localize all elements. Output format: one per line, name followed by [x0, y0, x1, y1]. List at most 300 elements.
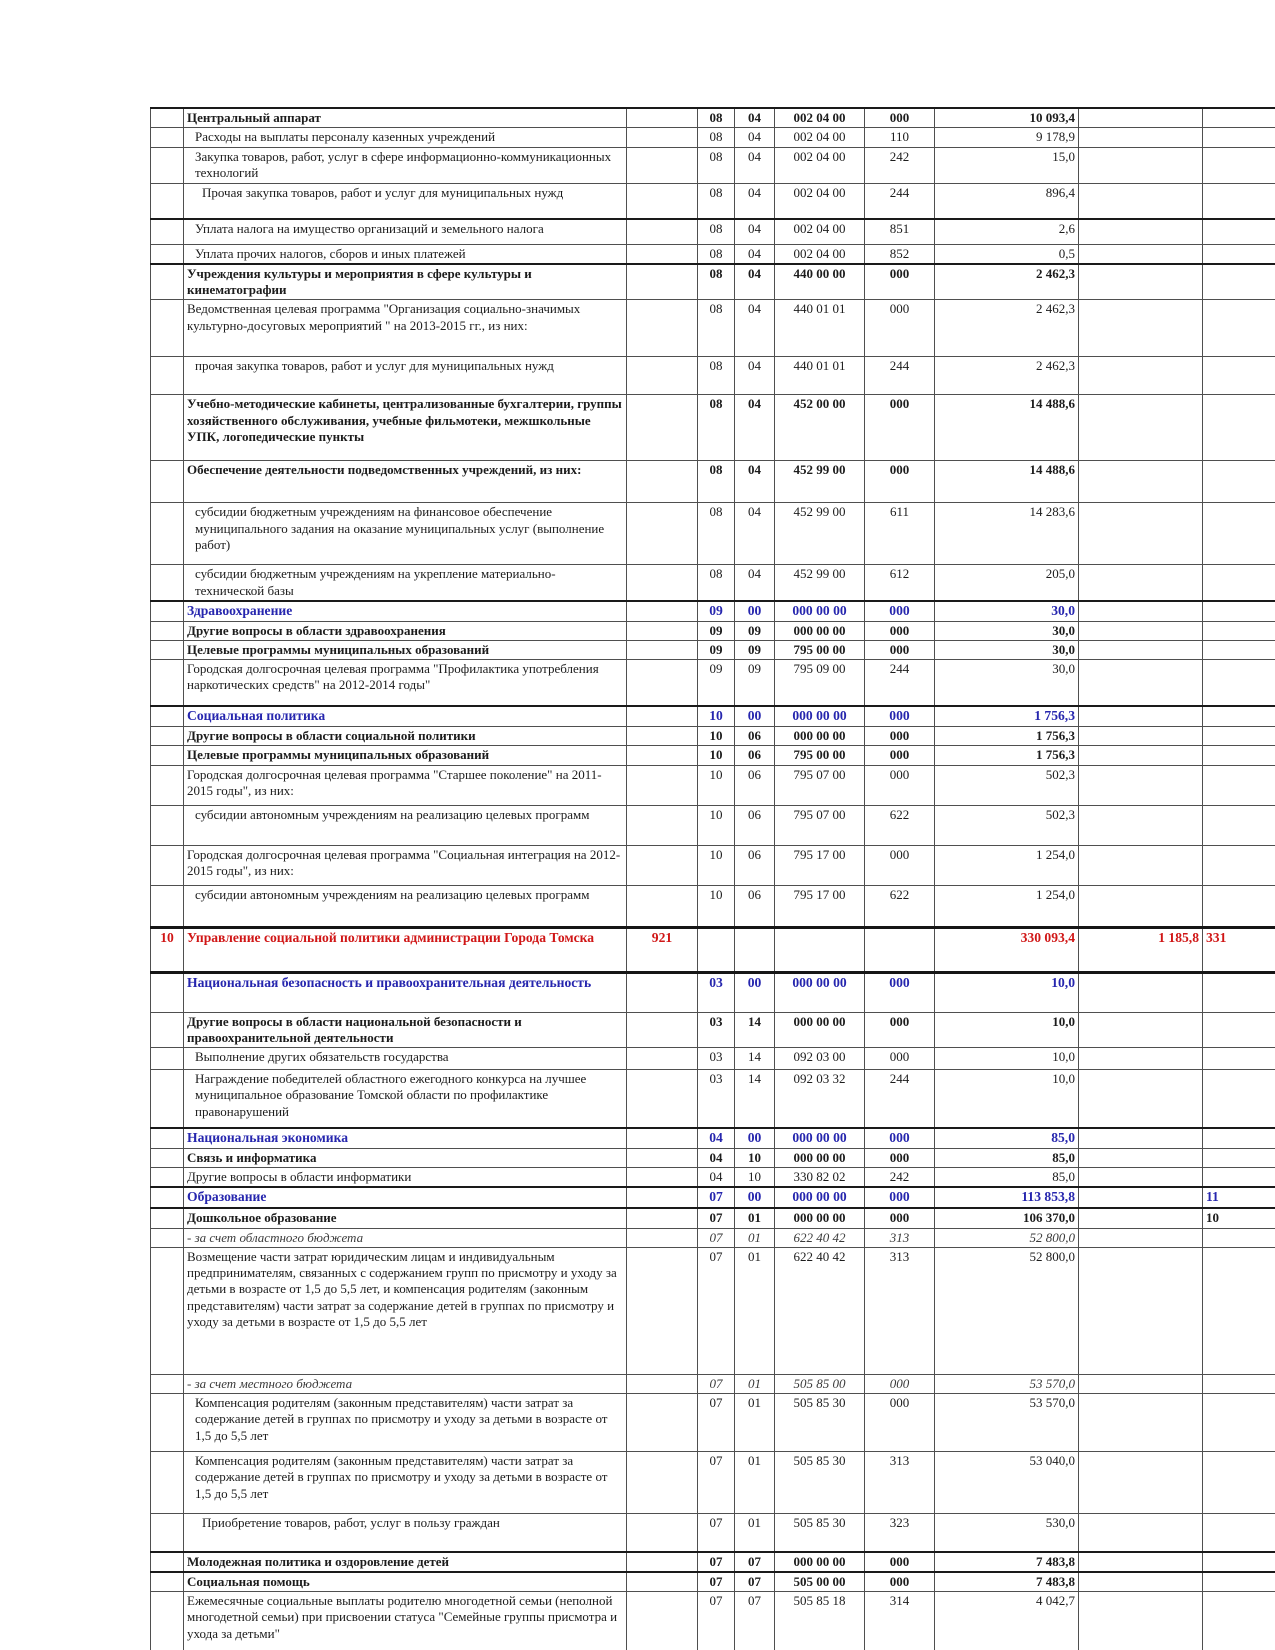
section-header-row	[151, 706, 1275, 727]
section-code: 07	[698, 1592, 735, 1650]
amount-secondary	[1079, 1208, 1203, 1228]
section-code: 07	[698, 1514, 735, 1552]
target-article-code: 440 00 00	[775, 264, 865, 300]
amount-current: 896,4	[935, 183, 1079, 219]
subsection-code: 09	[735, 640, 775, 659]
target-article-code: 000 00 00	[775, 1552, 865, 1572]
target-article-code: 795 07 00	[775, 805, 865, 845]
row-index	[151, 845, 184, 885]
agency-code	[627, 972, 698, 1012]
agency-code	[627, 1514, 698, 1552]
agency-code	[627, 660, 698, 706]
section-code: 04	[698, 1167, 735, 1187]
amount-total-clipped	[1203, 1452, 1275, 1514]
amount-secondary	[1079, 1374, 1203, 1393]
target-article-code: 000 00 00	[775, 621, 865, 640]
subsection-code: 04	[735, 300, 775, 357]
amount-total-clipped	[1203, 1128, 1275, 1148]
amount-secondary	[1079, 183, 1203, 219]
amount-total-clipped	[1203, 503, 1275, 565]
amount-total-clipped	[1203, 1228, 1275, 1247]
amount-total-clipped	[1203, 765, 1275, 805]
expense-type-code: 000	[865, 601, 935, 621]
target-article-code: 000 00 00	[775, 1208, 865, 1228]
amount-current: 14 283,6	[935, 503, 1079, 565]
subsection-code: 00	[735, 601, 775, 621]
amount-secondary	[1079, 565, 1203, 601]
agency-code	[627, 1128, 698, 1148]
amount-current: 30,0	[935, 601, 1079, 621]
expense-type-code: 622	[865, 805, 935, 845]
section-header-row	[151, 1187, 1275, 1208]
subsection-code: 01	[735, 1374, 775, 1393]
amount-total-clipped	[1203, 972, 1275, 1012]
row-index	[151, 1070, 184, 1128]
budget-expenditure-table	[150, 107, 1275, 1650]
row-name: Обеспечение деятельности подведомственных учреждений, из них:	[184, 461, 627, 503]
row-name: Городская долгосрочная целевая программа "Старшее поколение" на 2011-2015 годы", из них:	[184, 765, 627, 805]
row-index	[151, 972, 184, 1012]
amount-secondary	[1079, 1394, 1203, 1452]
amount-current: 530,0	[935, 1514, 1079, 1552]
amount-total-clipped	[1203, 183, 1275, 219]
row-name: Другие вопросы в области национальной безопасности и правоохранительной деятельности	[184, 1012, 627, 1048]
amount-secondary	[1079, 1514, 1203, 1552]
target-article-code: 000 00 00	[775, 1128, 865, 1148]
amount-secondary	[1079, 1012, 1203, 1048]
section-code: 10	[698, 727, 735, 746]
expense-type-code: 611	[865, 503, 935, 565]
amount-current: 1 756,3	[935, 706, 1079, 727]
row-index	[151, 395, 184, 461]
amount-total-clipped	[1203, 1552, 1275, 1572]
subsection-code: 04	[735, 183, 775, 219]
table-row	[151, 357, 1275, 395]
section-code: 04	[698, 1128, 735, 1148]
subsection-code: 10	[735, 1148, 775, 1167]
section-code: 08	[698, 461, 735, 503]
agency-code	[627, 1394, 698, 1452]
row-index	[151, 108, 184, 128]
target-article-code: 795 09 00	[775, 660, 865, 706]
table-row	[151, 805, 1275, 845]
row-index	[151, 1247, 184, 1374]
amount-total-clipped	[1203, 300, 1275, 357]
amount-secondary	[1079, 972, 1203, 1012]
amount-current: 10,0	[935, 972, 1079, 1012]
row-name: Образование	[184, 1187, 627, 1208]
section-code: 08	[698, 264, 735, 300]
amount-current: 2 462,3	[935, 357, 1079, 395]
section-code: 10	[698, 706, 735, 727]
section-code	[698, 927, 735, 972]
agency-code	[627, 1148, 698, 1167]
section-code: 09	[698, 660, 735, 706]
row-name: Награждение победителей областного ежегодного конкурса на лучшее муниципальное образование Томской области по профилактике правонарушений	[184, 1070, 627, 1128]
amount-secondary	[1079, 621, 1203, 640]
amount-secondary	[1079, 461, 1203, 503]
amount-secondary	[1079, 1187, 1203, 1208]
expense-type-code: 000	[865, 264, 935, 300]
table-row	[151, 183, 1275, 219]
section-code: 10	[698, 845, 735, 885]
expense-type-code: 313	[865, 1247, 935, 1374]
amount-current: 4 042,7	[935, 1592, 1079, 1650]
target-article-code: 505 00 00	[775, 1572, 865, 1592]
table-row	[151, 1514, 1275, 1552]
amount-secondary	[1079, 300, 1203, 357]
amount-current: 10 093,4	[935, 108, 1079, 128]
amount-secondary	[1079, 395, 1203, 461]
amount-current: 14 488,6	[935, 461, 1079, 503]
table-row	[151, 1070, 1275, 1128]
table-row	[151, 219, 1275, 244]
row-name: Социальная помощь	[184, 1572, 627, 1592]
target-article-code: 000 00 00	[775, 601, 865, 621]
amount-current: 2 462,3	[935, 264, 1079, 300]
amount-secondary	[1079, 128, 1203, 147]
expense-type-code: 622	[865, 885, 935, 927]
amount-current: 14 488,6	[935, 395, 1079, 461]
target-article-code: 452 99 00	[775, 565, 865, 601]
subsection-code: 14	[735, 1048, 775, 1070]
amount-current: 52 800,0	[935, 1228, 1079, 1247]
amount-secondary	[1079, 746, 1203, 765]
expense-type-code: 242	[865, 147, 935, 183]
amount-total-clipped	[1203, 660, 1275, 706]
amount-current: 30,0	[935, 621, 1079, 640]
row-name: Прочая закупка товаров, работ и услуг для муниципальных нужд	[184, 183, 627, 219]
agency-code	[627, 1048, 698, 1070]
subsection-code: 09	[735, 660, 775, 706]
target-article-code: 452 00 00	[775, 395, 865, 461]
subsection-code: 04	[735, 461, 775, 503]
amount-current: 106 370,0	[935, 1208, 1079, 1228]
amount-current: 7 483,8	[935, 1572, 1079, 1592]
amount-secondary	[1079, 1592, 1203, 1650]
table-row	[151, 1048, 1275, 1070]
row-index	[151, 503, 184, 565]
agency-code	[627, 1247, 698, 1374]
section-code: 07	[698, 1572, 735, 1592]
amount-secondary	[1079, 706, 1203, 727]
section-code: 08	[698, 565, 735, 601]
expense-type-code: 244	[865, 357, 935, 395]
amount-secondary	[1079, 357, 1203, 395]
table-row	[151, 565, 1275, 601]
amount-total-clipped	[1203, 1148, 1275, 1167]
row-name: Другие вопросы в области информатики	[184, 1167, 627, 1187]
amount-current: 1 254,0	[935, 845, 1079, 885]
section-header-row	[151, 601, 1275, 621]
row-name: Социальная политика	[184, 706, 627, 727]
row-name: субсидии автономным учреждениям на реализацию целевых программ	[184, 885, 627, 927]
row-name: Управление социальной политики администрации Города Томска	[184, 927, 627, 972]
amount-current: 53 570,0	[935, 1374, 1079, 1393]
amount-secondary	[1079, 147, 1203, 183]
row-index	[151, 565, 184, 601]
row-name: субсидии бюджетным учреждениям на финансовое обеспечение муниципального задания на оказание муниципальных услуг (выполнение работ)	[184, 503, 627, 565]
subsection-code: 07	[735, 1572, 775, 1592]
subsection-code: 04	[735, 357, 775, 395]
agency-code	[627, 219, 698, 244]
agency-code	[627, 128, 698, 147]
table-row	[151, 727, 1275, 746]
amount-current: 502,3	[935, 805, 1079, 845]
row-name: Возмещение части затрат юридическим лицам и индивидуальным предпринимателям, связанных с содержанием групп по присмотру и уходу за детьми в возрасте от 1,5 до 5,5 лет, и компенсация родителям (законным представителям) части затрат за содержание детей в группах по присмотру и уходу за детьми в возрасте от 1,5 до 5,5 лет	[184, 1247, 627, 1374]
subsection-code: 07	[735, 1552, 775, 1572]
amount-total-clipped	[1203, 357, 1275, 395]
amount-secondary	[1079, 727, 1203, 746]
row-index	[151, 219, 184, 244]
expense-type-code: 000	[865, 746, 935, 765]
subsection-code: 00	[735, 706, 775, 727]
target-article-code: 002 04 00	[775, 219, 865, 244]
row-index	[151, 1572, 184, 1592]
row-index	[151, 1208, 184, 1228]
section-code: 08	[698, 147, 735, 183]
amount-current: 9 178,9	[935, 128, 1079, 147]
section-code: 10	[698, 765, 735, 805]
section-code: 07	[698, 1374, 735, 1393]
amount-total-clipped	[1203, 640, 1275, 659]
agency-code	[627, 300, 698, 357]
amount-secondary	[1079, 660, 1203, 706]
amount-total-clipped	[1203, 805, 1275, 845]
amount-total-clipped	[1203, 1592, 1275, 1650]
row-name: субсидии автономным учреждениям на реализацию целевых программ	[184, 805, 627, 845]
expense-type-code: 000	[865, 845, 935, 885]
amount-secondary	[1079, 503, 1203, 565]
row-index	[151, 147, 184, 183]
amount-total-clipped	[1203, 1070, 1275, 1128]
target-article-code: 000 00 00	[775, 972, 865, 1012]
amount-total-clipped	[1203, 1394, 1275, 1452]
amount-secondary	[1079, 244, 1203, 264]
expense-type-code	[865, 927, 935, 972]
amount-secondary	[1079, 640, 1203, 659]
row-index	[151, 1187, 184, 1208]
amount-total-clipped	[1203, 108, 1275, 128]
expense-type-code: 000	[865, 1012, 935, 1048]
subsection-code: 06	[735, 845, 775, 885]
target-article-code: 795 00 00	[775, 746, 865, 765]
expense-type-code: 000	[865, 621, 935, 640]
amount-total-clipped	[1203, 244, 1275, 264]
target-article-code: 002 04 00	[775, 183, 865, 219]
agency-code	[627, 244, 698, 264]
amount-secondary	[1079, 1452, 1203, 1514]
expense-type-code: 000	[865, 765, 935, 805]
expense-type-code: 000	[865, 1128, 935, 1148]
row-name: Дошкольное образование	[184, 1208, 627, 1228]
agency-total-row	[151, 927, 1275, 972]
amount-current: 205,0	[935, 565, 1079, 601]
target-article-code: 092 03 00	[775, 1048, 865, 1070]
amount-secondary	[1079, 885, 1203, 927]
target-article-code: 505 85 30	[775, 1452, 865, 1514]
amount-total-clipped	[1203, 706, 1275, 727]
section-code: 07	[698, 1228, 735, 1247]
expense-type-code: 000	[865, 1187, 935, 1208]
table-row	[151, 1148, 1275, 1167]
agency-code	[627, 1592, 698, 1650]
section-code: 08	[698, 503, 735, 565]
subsection-code: 04	[735, 108, 775, 128]
subsection-code: 00	[735, 1187, 775, 1208]
table-row	[151, 128, 1275, 147]
expense-type-code: 000	[865, 300, 935, 357]
target-article-code: 795 17 00	[775, 885, 865, 927]
subsection-code: 07	[735, 1592, 775, 1650]
agency-code	[627, 1374, 698, 1393]
target-article-code: 622 40 42	[775, 1247, 865, 1374]
section-code: 07	[698, 1247, 735, 1374]
section-code: 08	[698, 244, 735, 264]
amount-secondary	[1079, 219, 1203, 244]
amount-current: 85,0	[935, 1167, 1079, 1187]
expense-type-code: 000	[865, 461, 935, 503]
amount-total-clipped	[1203, 1167, 1275, 1187]
row-index	[151, 1012, 184, 1048]
expense-type-code: 000	[865, 1552, 935, 1572]
row-name: Центральный аппарат	[184, 108, 627, 128]
amount-current: 2 462,3	[935, 300, 1079, 357]
row-name: Компенсация родителям (законным представителям) части затрат за содержание детей в группах по присмотру и уходу за детьми в возрасте от 1,5 до 5,5 лет	[184, 1394, 627, 1452]
table-row	[151, 660, 1275, 706]
subsection-code: 06	[735, 805, 775, 845]
amount-total-clipped	[1203, 219, 1275, 244]
subsection-code: 04	[735, 565, 775, 601]
amount-secondary	[1079, 1552, 1203, 1572]
amount-total-clipped	[1203, 845, 1275, 885]
amount-total-clipped	[1203, 1247, 1275, 1374]
agency-code	[627, 640, 698, 659]
expense-type-code: 000	[865, 1374, 935, 1393]
target-article-code: 505 85 00	[775, 1374, 865, 1393]
agency-code	[627, 1552, 698, 1572]
amount-secondary	[1079, 601, 1203, 621]
table-row	[151, 885, 1275, 927]
target-article-code	[775, 927, 865, 972]
subsection-code: 01	[735, 1394, 775, 1452]
subsection-code: 04	[735, 147, 775, 183]
row-index	[151, 1228, 184, 1247]
amount-total-clipped	[1203, 565, 1275, 601]
amount-secondary	[1079, 1247, 1203, 1374]
subsection-code: 01	[735, 1247, 775, 1374]
row-index	[151, 264, 184, 300]
agency-code	[627, 1167, 698, 1187]
row-index	[151, 1552, 184, 1572]
row-index	[151, 885, 184, 927]
target-article-code: 795 00 00	[775, 640, 865, 659]
expense-type-code: 000	[865, 706, 935, 727]
target-article-code: 002 04 00	[775, 128, 865, 147]
subsection-code: 06	[735, 727, 775, 746]
row-index	[151, 640, 184, 659]
table-row	[151, 1592, 1275, 1650]
agency-code	[627, 1070, 698, 1128]
agency-code	[627, 885, 698, 927]
row-name: Городская долгосрочная целевая программа "Профилактика употребления наркотических средств" на 2012-2014 годы"	[184, 660, 627, 706]
target-article-code: 505 85 18	[775, 1592, 865, 1650]
agency-code	[627, 183, 698, 219]
agency-code	[627, 805, 698, 845]
agency-code	[627, 1452, 698, 1514]
agency-code	[627, 746, 698, 765]
row-index	[151, 1374, 184, 1393]
row-name: - за счет местного бюджета	[184, 1374, 627, 1393]
section-code: 07	[698, 1187, 735, 1208]
agency-code	[627, 108, 698, 128]
amount-current: 330 093,4	[935, 927, 1079, 972]
row-index	[151, 1128, 184, 1148]
amount-current: 1 756,3	[935, 727, 1079, 746]
amount-current: 30,0	[935, 640, 1079, 659]
table-row	[151, 147, 1275, 183]
section-code: 08	[698, 300, 735, 357]
expense-type-code: 000	[865, 1208, 935, 1228]
subsection-code: 04	[735, 128, 775, 147]
expense-type-code: 244	[865, 660, 935, 706]
section-code: 07	[698, 1552, 735, 1572]
expense-type-code: 000	[865, 108, 935, 128]
row-index	[151, 1514, 184, 1552]
subsection-code: 00	[735, 972, 775, 1012]
amount-secondary	[1079, 765, 1203, 805]
table-row	[151, 461, 1275, 503]
amount-current: 30,0	[935, 660, 1079, 706]
row-index	[151, 1592, 184, 1650]
amount-secondary	[1079, 1070, 1203, 1128]
target-article-code: 440 01 01	[775, 300, 865, 357]
table-row	[151, 1247, 1275, 1374]
amount-secondary	[1079, 805, 1203, 845]
expense-type-code: 244	[865, 1070, 935, 1128]
amount-total-clipped	[1203, 1048, 1275, 1070]
row-index	[151, 621, 184, 640]
amount-total-clipped	[1203, 727, 1275, 746]
row-index	[151, 357, 184, 395]
expense-type-code: 000	[865, 1394, 935, 1452]
section-code: 07	[698, 1394, 735, 1452]
row-name: субсидии бюджетным учреждениям на укрепление материально-технической базы	[184, 565, 627, 601]
amount-current: 10,0	[935, 1012, 1079, 1048]
target-article-code: 795 07 00	[775, 765, 865, 805]
table-row	[151, 1208, 1275, 1228]
amount-secondary	[1079, 1128, 1203, 1148]
row-name: Выполнение других обязательств государства	[184, 1048, 627, 1070]
amount-total-clipped	[1203, 746, 1275, 765]
table-row	[151, 503, 1275, 565]
subsection-code: 06	[735, 765, 775, 805]
target-article-code: 452 99 00	[775, 503, 865, 565]
section-code: 03	[698, 1048, 735, 1070]
section-code: 07	[698, 1452, 735, 1514]
table-row	[151, 746, 1275, 765]
row-name: Расходы на выплаты персоналу казенных учреждений	[184, 128, 627, 147]
subsection-code: 00	[735, 1128, 775, 1148]
amount-total-clipped	[1203, 1374, 1275, 1393]
expense-type-code: 000	[865, 1148, 935, 1167]
agency-code	[627, 601, 698, 621]
amount-current: 502,3	[935, 765, 1079, 805]
amount-current: 0,5	[935, 244, 1079, 264]
subsection-code	[735, 927, 775, 972]
table-row	[151, 845, 1275, 885]
table-row	[151, 640, 1275, 659]
